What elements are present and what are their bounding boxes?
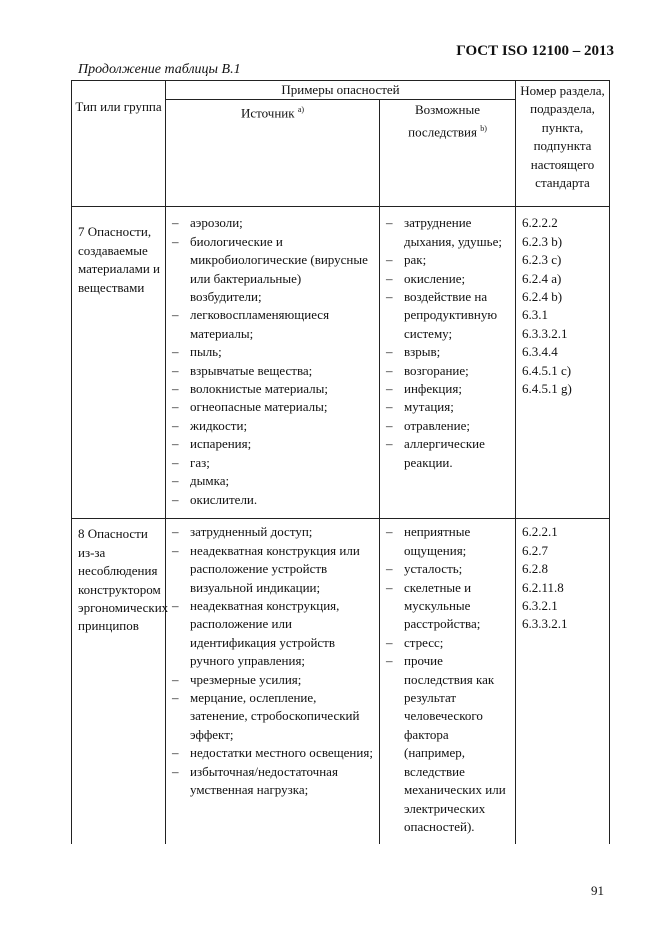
list-item: – отравление; [386,417,509,435]
list-item: – окислители. [172,491,373,509]
list-item: – жидкости; [172,417,373,435]
consequences-cell [380,207,516,519]
list-item: – аэрозоли; [172,214,373,232]
section-number: 6.3.4.4 [522,344,558,360]
consequences-footnote-mark: b) [480,123,487,133]
list-item: – неадекватная конструкция или расположение устройств визуальной индикации; [172,542,373,597]
hazard-type-cell: 7 Опасности, создаваемые материалами и веществами [72,207,166,519]
list-item: – воздействие на репродуктивную систему; [386,288,509,343]
list-item: – испарения; [172,435,373,453]
table-continuation-caption: Продолжение таблицы В.1 [78,62,241,77]
list-item: – дымка; [172,472,373,490]
section-numbers-cell [516,207,610,519]
list-item: – усталость; [386,560,509,578]
section-number: 6.3.1 [522,307,549,323]
list-item: – мутация; [386,398,509,416]
source-cell [166,519,380,844]
source-list [172,214,373,509]
section-numbers-cell [516,519,610,844]
list-item: – взрывчатые вещества; [172,362,373,380]
list-item: – недостатки местного освещения; [172,744,373,762]
consequences-list [386,214,509,472]
section-number: 6.3.3.2.1 [522,325,568,341]
section-number: 6.4.5.1 c) [522,362,572,378]
list-item: – инфекция; [386,380,509,398]
list-item: – окисление; [386,270,509,288]
section-number: 6.3.3.2.1 [522,616,568,632]
section-number: 6.2.2.2 [522,215,558,231]
section-number: 6.2.2.1 [522,524,558,540]
list-item: – чрезмерные усилия; [172,671,373,689]
list-item: – неприятные ощущения; [386,523,509,560]
list-item: – взрыв; [386,343,509,361]
list-item: – рак; [386,251,509,269]
header-section-number: Номер раздела, подраздела, пункта, подпункта настоящего стандарта [516,81,610,207]
section-number: 6.3.2.1 [522,598,558,614]
list-item: – возгорание; [386,362,509,380]
section-number: 6.2.4 a) [522,270,562,286]
section-number: 6.4.5.1 g) [522,381,572,397]
list-item: – волокнистые материалы; [172,380,373,398]
section-number-list [522,523,605,633]
list-item: – избыточная/недостаточная умственная нагрузка; [172,763,373,800]
table-header-row-1 [72,81,610,100]
consequences-cell [380,519,516,844]
hazard-type-cell: 8 Опасности из-за несоблюдения конструктором эргономических принципов [72,519,166,844]
list-item: – скелетные и мускульные расстройства; [386,579,509,634]
list-item: – легковоспламеняющиеся материалы; [172,306,373,343]
section-number: 6.2.3 c) [522,252,562,268]
section-number: 6.2.4 b) [522,289,563,305]
section-number: 6.2.8 [522,561,549,577]
table-row [72,207,610,519]
list-item: – аллергические реакции. [386,435,509,472]
section-number: 6.2.3 b) [522,233,563,249]
source-cell [166,207,380,519]
section-number: 6.2.7 [522,542,549,558]
hazards-table [71,80,610,844]
header-consequences: Возможные последствия $^{b)}$ [380,100,516,207]
list-item: – затруднение дыхания, удушье; [386,214,509,251]
list-item: – пыль; [172,343,373,361]
header-source: Источник $^{а)}$ [166,100,380,207]
consequences-list [386,523,509,836]
list-item: – затрудненный доступ; [172,523,373,541]
header-type-group: Тип или группа [72,81,166,207]
list-item: – мерцание, ослепление, затенение, стробоскопический эффект; [172,689,373,744]
document-code: ГОСТ ISO 12100 – 2013 [456,43,614,59]
list-item: – газ; [172,454,373,472]
source-footnote-mark: а) [297,105,305,115]
table-row [72,519,610,844]
source-list [172,523,373,799]
header-hazard-examples: Примеры опасностей [166,81,516,100]
section-number: 6.2.11.8 [522,579,564,595]
list-item: – прочие последствия как результат человеческого фактора (например, вследствие механических или электрических опасностей). [386,652,509,836]
section-number-list [522,214,605,398]
list-item: – неадекватная конструкция, расположение или идентификация устройств ручного управления; [172,597,373,671]
page-number: 91 [591,883,604,898]
list-item: – биологические и микробиологические (вирусные или бактериальные) возбудители; [172,233,373,307]
list-item: – огнеопасные материалы; [172,398,373,416]
list-item: – стресс; [386,634,509,652]
